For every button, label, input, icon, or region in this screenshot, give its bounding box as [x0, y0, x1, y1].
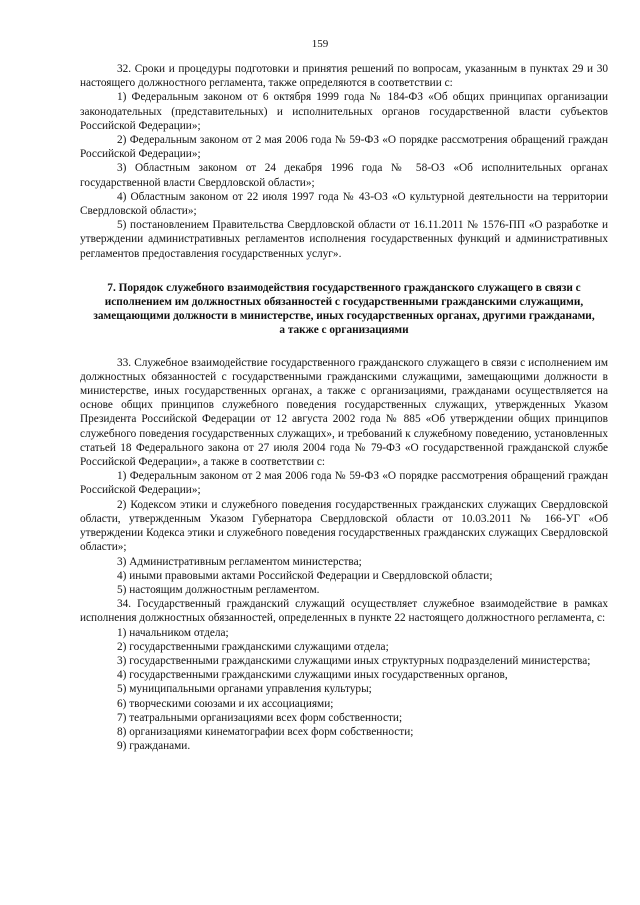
section-32-item-2: 2) Федеральным законом от 2 мая 2006 года № 59-ФЗ «О порядке рассмотрения обращений граждан Российской Федерации»; [80, 134, 608, 161]
section-34-intro: 34. Государственный гражданский служащий осуществляет служебное взаимодействие в рамках исполнения должностных обязанностей, определенных в пункте 22 настоящего должностного регламента, с: [80, 598, 608, 625]
section-34-item-7: 7) театральными организациями всех форм собственности; [117, 711, 403, 724]
section-34-item-4: 4) государственными гражданскими служащими иных государственных органов, [117, 669, 508, 682]
section-33-item-2: 2) Кодексом этики и служебного поведения государственных гражданских служащих Свердловской области, утвержденным Указом Губернатора Свердловской области от 10.03.2011 № 166-УГ «Об утверждении Кодекса этики и служебного поведения государственных гражданских служащих Свердловской области»; [80, 498, 608, 554]
section-33-item-3: 3) Административным регламентом министерства; [117, 555, 362, 568]
section-32-item-3: 3) Областным законом от 24 декабря 1996 года № 58-ОЗ «Об исполнительных органах государственной власти Свердловской области»; [80, 162, 608, 189]
section-32-item-5: 5) постановлением Правительства Свердловской области от 16.11.2011 № 1576-ПП «О разработке и утверждении административных регламентов исполнения государственных функций и административных регламентов предоставления государственных услуг». [80, 219, 608, 260]
section-34-item-6: 6) творческими союзами и их ассоциациями; [117, 697, 334, 710]
section-34-item-1: 1) начальником отдела; [117, 626, 229, 639]
section-32-item-1: 1) Федеральным законом от 6 октября 1999 года № 184-ФЗ «Об общих принципах организации законодательных (представительных) и исполнительных органов государственной власти субъектов Российской Федерации»; [80, 91, 608, 132]
section-7-heading: 7. Порядок служебного взаимодействия государственного гражданского служащего в связи с исполнением им должностных обязанностей с государственными гражданскими служащими, замещающими должности в министерстве, иных государственных органах, другими гражданами, а также с организациями [93, 281, 595, 337]
section-33-item-4: 4) иными правовыми актами Российской Федерации и Свердловской области; [117, 569, 493, 582]
section-33-item-1: 1) Федеральным законом от 2 мая 2006 года № 59-ФЗ «О порядке рассмотрения обращений граждан Российской Федерации»; [80, 470, 608, 497]
section-32-intro: 32. Сроки и процедуры подготовки и принятия решений по вопросам, указанным в пунктах 29 и 30 настоящего должностного регламента, также определяются в соответствии с: [80, 63, 608, 90]
section-33-item-5: 5) настоящим должностным регламентом. [117, 583, 320, 596]
document-body [80, 62, 608, 753]
section-32-item-4: 4) Областным законом от 22 июля 1997 года № 43-ОЗ «О культурной деятельности на территории Свердловской области»; [80, 190, 608, 218]
section-34-item-5: 5) муниципальными органами управления культуры; [117, 683, 372, 696]
section-34-item-2: 2) государственными гражданскими служащими отдела; [117, 640, 389, 653]
page-number: 159 [311, 38, 329, 50]
section-34-item-8: 8) организациями кинематографии всех форм собственности; [117, 725, 414, 738]
section-34-item-9: 9) гражданами. [117, 740, 191, 753]
section-33-intro: 33. Служебное взаимодействие государственного гражданского служащего в связи с исполнением им должностных обязанностей с государственными гражданскими служащими, замещающими должности в министерстве, иных государственных органах, а также с организациями, гражданами осуществляется на основе общих принципов служебного поведения государственных служащих, утвержденных Указом Президента Российской Федерации от 12 августа 2002 года № 885 «Об утверждении общих принципов служебного поведения государственных служащих», и требований к служебному поведению, установленных статьей 18 Федерального закона от 27 июля 2004 года № 79-ФЗ «О государственной гражданской службе Российской Федерации», а также в соответствии с: [80, 356, 608, 469]
section-34-item-3: 3) государственными гражданскими служащими иных структурных подразделений министерства; [117, 654, 591, 667]
